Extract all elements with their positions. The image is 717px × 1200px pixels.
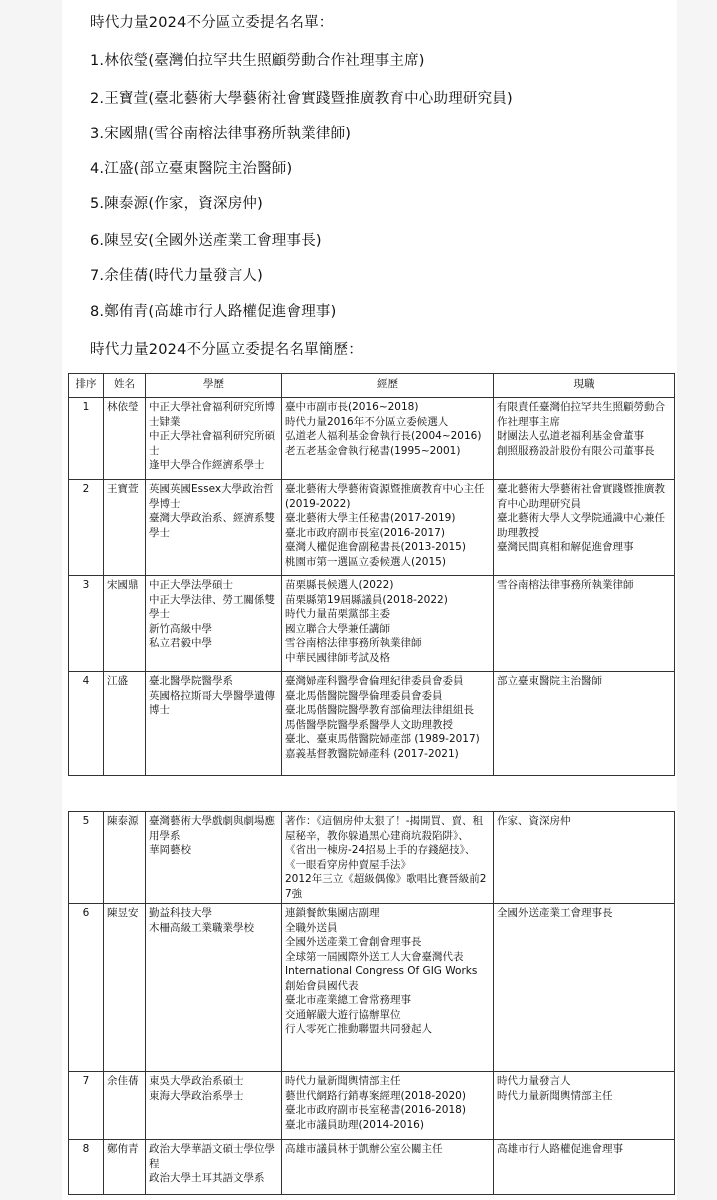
cell-experience [282,672,494,776]
cell-order: 4 [69,672,104,776]
nominee-list-heading: 時代力量2024不分區立委提名名單： [90,15,334,31]
cell-line: 臺北市政府副市長室(2016-2017) [285,526,445,539]
cell-order: 3 [69,576,104,672]
cell-name: 陳泰源 [104,812,146,904]
cell-line: 桃園市第一選區立委候選人(2015) [285,555,446,568]
nominee-item: 4.江盛(部立臺東醫院主治醫師) [90,161,293,177]
cell-line: 時代力量新聞輿情部主任 [497,1089,613,1102]
cell-line: 財團法人弘道老福利基金會董事 [497,430,644,442]
table-row [69,398,675,480]
cell-order: 5 [69,812,104,904]
cell-line: 政治大學華語文碩士學位學程 [149,1143,275,1170]
cell-line: 英國英國Essex大學政治哲學博士 [149,483,274,510]
cell-order: 8 [69,1140,104,1195]
cell-line: 臺灣民間真相和解促進會理事 [497,541,634,553]
cell-current-position [494,398,675,480]
cell-line: 逢甲大學合作經濟系學士 [149,459,265,471]
cell-line: 高雄市議員林于凱辦公室公關主任 [285,1143,443,1155]
cell-line: 《一眼看穿房仲賣屋手法》 [285,858,411,871]
cell-line: 雪谷南榕法律事務所執業律師 [497,579,634,591]
cell-line: 全國外送產業工會理事長 [497,907,613,919]
cell-line: 臺灣人權促進會副秘書長(2013-2015) [285,541,466,553]
cell-line: 時代力量發言人 [497,1075,571,1087]
cell-education [146,576,282,672]
cell-current-position [494,576,675,672]
header-experience: 經歷 [282,374,494,398]
cell-line: 臺灣藝術大學戲劇與劇場應用學系 [149,815,275,842]
cell-line: 臺北市產業總工會常務理事 [285,994,411,1006]
cell-line: 東吳大學政治系碩士 [149,1075,244,1087]
cell-line: 英國格拉斯哥大學醫學遺傳博士 [149,689,275,716]
cell-name: 林依瑩 [104,398,146,480]
cell-experience [282,576,494,672]
cell-line: 全國外送產業工會創會理事長 [285,936,422,948]
cell-education [146,1072,282,1140]
cell-line: 時代力量苗栗黨部主委 [285,608,390,620]
cell-line: 著作：《這個房仲太狠了！-揭開買、賣、租屋秘辛，教你躲過黑心建商坑殺陷阱》、 [285,815,484,842]
cell-experience [282,812,494,904]
cell-line: 華岡藝校 [149,844,191,856]
table-row [69,672,675,776]
header-education: 學歷 [146,374,282,398]
cell-line: 中正大學法學碩士 [149,579,233,591]
nominee-item: 6.陳昱安(全國外送產業工會理事長) [90,233,322,249]
cell-name: 王寶萱 [104,480,146,576]
bio-table-part-1 [68,373,675,776]
cell-order: 6 [69,904,104,1072]
cell-name: 宋國鼎 [104,576,146,672]
cell-line: 中華民國律師考試及格 [285,651,390,664]
cell-line: 臺北市政府副市長室秘書(2016-2018) [285,1104,466,1116]
nominee-item: 1.林依瑩(臺灣伯拉罕共生照顧勞動合作社理事主席) [90,53,425,69]
cell-line: 勤益科技大學 [149,907,212,919]
cell-line: 高雄市行人路權促進會理事 [497,1143,623,1155]
cell-line: 苗栗縣長候選人(2022) [285,579,394,591]
cell-line: 創照服務設計股份有限公司董事長 [497,444,655,457]
cell-line: 私立君毅中學 [149,637,212,649]
cell-experience [282,904,494,1072]
cell-line: 行人零死亡推動聯盟共同發起人 [285,1023,432,1035]
cell-line: 臺灣婦產科醫學會倫理紀律委員會委員 [285,675,464,687]
bio-heading: 時代力量2024不分區立委提名名單簡歷： [90,342,363,358]
table-header-row [69,374,675,398]
cell-line: 苗栗縣第19屆縣議員(2018-2022) [285,593,448,606]
nominee-item: 5.陳泰源(作家，資深房仲) [90,196,263,212]
cell-current-position [494,1140,675,1195]
cell-line: 臺北馬偕醫院醫學倫理委員會委員 [285,689,443,702]
table-row [69,1072,675,1140]
cell-education [146,904,282,1072]
cell-line: 臺北藝術大學主任秘書(2017-2019) [285,512,456,524]
nominee-item: 3.宋國鼎(雪谷南榕法律事務所執業律師) [90,126,352,142]
nominee-item: 7.余佳蒨(時代力量發言人) [90,268,263,284]
nominee-item: 2.王寶萱(臺北藝術大學藝術社會實踐暨推廣教育中心助理研究員) [90,91,513,107]
cell-current-position [494,672,675,776]
cell-education [146,1140,282,1195]
cell-line: 時代力量2016年不分區立委候選人 [285,415,449,428]
bio-table-part-2 [68,811,675,1195]
cell-line: 2012年三立《超級偶像》歌唱比賽晉級前27強 [285,873,487,900]
cell-line: 政治大學土耳其語文學系 [149,1172,265,1184]
cell-line: International Congress Of GIG Works [285,965,478,977]
cell-education [146,398,282,480]
cell-line: 臺北藝術大學人文學院通識中心兼任助理教授 [497,512,665,539]
cell-line: 弘道老人福利基金會執行長(2004~2016) [285,430,482,442]
cell-line: 《省出一棟房-24招易上手的存錢絕技》、 [285,844,476,856]
cell-line: 國立聯合大學兼任講師 [285,622,390,635]
cell-line: 雪谷南榕法律事務所執業律師 [285,637,422,649]
cell-line: 臺中市副市長(2016~2018) [285,401,419,413]
cell-education [146,672,282,776]
cell-current-position [494,480,675,576]
cell-line: 交通解嚴大遊行協辦單位 [285,1008,401,1021]
cell-name: 余佳蒨 [104,1072,146,1140]
cell-current-position [494,904,675,1072]
cell-line: 有限責任臺灣伯拉罕共生照顧勞動合作社理事主席 [497,401,665,428]
cell-education [146,480,282,576]
cell-line: 臺北馬偕醫院醫學教育部倫理法律組組長 [285,704,474,716]
cell-line: 臺北藝術大學藝術社會實踐暨推廣教育中心助理研究員 [497,483,665,510]
cell-line: 連鎖餐飲集團店副理 [285,907,380,919]
table-row [69,1140,675,1195]
cell-line: 嘉義基督教醫院婦產科 (2017-2021) [285,747,459,760]
cell-line: 藝世代網路行銷專案經理(2018-2020) [285,1089,466,1102]
cell-line: 全職外送員 [285,921,338,934]
cell-line: 臺北藝術大學藝術資源暨推廣教育中心主任(2019-2022) [285,483,485,510]
cell-name: 江盛 [104,672,146,776]
cell-experience [282,1140,494,1195]
cell-experience [282,398,494,480]
cell-line: 時代力量新聞輿情部主任 [285,1075,401,1087]
cell-order: 7 [69,1072,104,1140]
cell-line: 中正大學社會福利研究所博士肄業 [149,401,275,428]
cell-order: 1 [69,398,104,480]
nominee-item: 8.鄭侑青(高雄市行人路權促進會理事) [90,304,337,320]
cell-line: 創始會員國代表 [285,979,359,992]
header-current-position: 現職 [494,374,675,398]
table-row [69,904,675,1072]
table-row [69,812,675,904]
cell-name: 鄭侑青 [104,1140,146,1195]
table-row [69,576,675,672]
cell-line: 新竹高級中學 [149,622,212,635]
cell-line: 臺北、臺東馬偕醫院婦產部 (1989-2017) [285,733,480,745]
cell-line: 老五老基金會執行秘書(1995~2001) [285,444,461,457]
cell-line: 木柵高級工業職業學校 [149,921,254,934]
cell-line: 全球第一屆國際外送工人大會臺灣代表 [285,950,464,963]
cell-experience [282,1072,494,1140]
table-row [69,480,675,576]
cell-line: 臺灣大學政治系、經濟系雙學士 [149,512,275,539]
cell-line: 中正大學社會福利研究所碩士 [149,430,275,457]
cell-line: 臺北醫學院醫學系 [149,675,233,687]
cell-current-position [494,1072,675,1140]
cell-line: 作家、資深房仲 [497,815,571,827]
cell-line: 臺北市議員助理(2014-2016) [285,1118,424,1131]
cell-name: 陳昱安 [104,904,146,1072]
cell-education [146,812,282,904]
cell-order: 2 [69,480,104,576]
cell-experience [282,480,494,576]
cell-line: 馬偕醫學院醫學系醫學人文助理教授 [285,718,453,731]
header-order: 排序 [69,374,104,398]
cell-line: 東海大學政治系學士 [149,1089,244,1102]
cell-line: 部立臺東醫院主治醫師 [497,675,602,687]
cell-line: 中正大學法律、勞工關係雙學士 [149,593,275,620]
header-name: 姓名 [104,374,146,398]
cell-current-position [494,812,675,904]
